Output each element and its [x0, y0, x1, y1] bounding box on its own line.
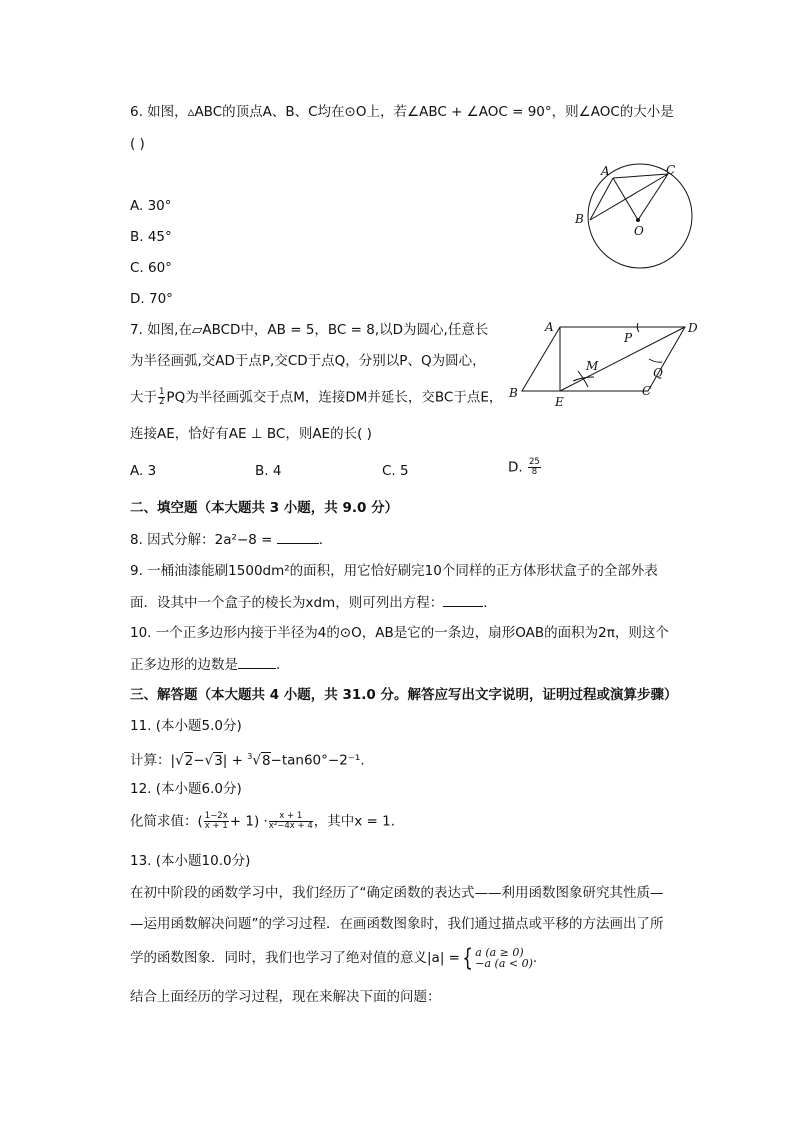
q13-p4: 结合上面经历的学习过程，现在来解决下面的问题： — [130, 989, 441, 1005]
label-q: Q — [653, 366, 663, 380]
q13-head: 13. (本小题10.0分) — [130, 853, 251, 869]
segment-ao — [613, 178, 638, 220]
q10-line2: 正多边形的边数是 . — [130, 657, 281, 673]
q12-fraction-2: $\frac{x + 1}{\text{x²−4x + 4}}$ — [268, 811, 313, 831]
q7-line1: 7. 如图,在▱ABCD中，AB = 5，BC = 8,以D为圆心,任意长 — [130, 322, 489, 338]
q11-head: 11. (本小题5.0分) — [130, 718, 242, 734]
q7-line3 — [130, 388, 502, 407]
label-a: A — [545, 320, 554, 334]
label-e: E — [555, 395, 564, 409]
q8-line: 8. 因式分解：2a²−8 = . — [130, 532, 324, 548]
q6-option-c: C. 60° — [130, 260, 172, 276]
q10-answer-blank[interactable] — [238, 655, 276, 669]
q7-line3-post: PQ为半径画弧交于点M，连接DM并延长，交BC于点E， — [166, 389, 503, 406]
q6-option-d: D. 70° — [130, 291, 173, 307]
section3-title: 三、解答题（本大题共 4 小题，共 31.0 分。解答应写出文字说明，证明过程或演算步骤） — [130, 687, 678, 703]
label-o: O — [634, 224, 644, 238]
q8-answer-blank[interactable] — [277, 530, 319, 544]
q10-line1: 10. 一个正多边形内接于半径为4的⊙O，AB是它的一条边，扇形OAB的面积为2π，则这个 — [130, 625, 669, 641]
q6-stem: 6. 如图，▵ABC的顶点A、B、C均在⊙O上，若∠ABC + ∠AOC = 90°，则∠AOC的大小是 — [130, 104, 674, 120]
label-p: P — [624, 331, 633, 345]
label-d: D — [688, 321, 698, 335]
half-fraction: $\frac{1}{2}$ — [159, 387, 165, 407]
q7-option-a: A. 3 — [130, 463, 157, 479]
arc-q — [649, 359, 662, 362]
q7-option-b: B. 4 — [255, 463, 282, 479]
segment-ac — [613, 174, 668, 178]
q6-paren: ( ) — [130, 136, 145, 152]
q12-expression: 化简求值：( $\frac{1-2x}{x + 1}$ + 1) · $\frac{x + 1}{\text{x²−4x + 4}}$ ，其中x = 1. — [130, 811, 395, 831]
q8-text: 8. 因式分解：2a²−8 = — [130, 532, 273, 548]
q13-p1: 在初中阶段的函数学习中，我们经历了“确定函数的表达式——利用函数图象研究其性质— — [130, 885, 664, 901]
q9-answer-blank[interactable] — [443, 593, 483, 607]
label-a: A — [601, 164, 610, 178]
section2-title: 二、填空题（本大题共 3 小题，共 9.0 分） — [130, 500, 399, 516]
q6-option-b: B. 45° — [130, 229, 172, 245]
q7-option-c: C. 5 — [382, 463, 409, 479]
label-c: C — [666, 163, 676, 177]
q13-p3: 学的函数图象．同时，我们也学习了绝对值的意义|a| ={ a (a ≥ 0) −a (a < 0) . — [130, 944, 538, 972]
q7-line2: 为半径画弧,交AD于点P,交CD于点Q，分别以P、Q为圆心， — [130, 353, 486, 369]
option-d-fraction: $\frac{25}{8}$ — [528, 457, 540, 477]
segment-co — [638, 174, 668, 220]
abs-value-cases: a (a ≥ 0) −a (a < 0) — [475, 946, 533, 970]
q7-parallelogram-figure — [500, 315, 705, 410]
q12-fraction-1: $\frac{1-2x}{x + 1}$ — [204, 811, 228, 831]
q7-line4: 连接AE，恰好有AE ⊥ BC，则AE的长( ) — [130, 426, 372, 442]
circle-o — [588, 164, 692, 268]
q12-head: 12. (本小题6.0分) — [130, 781, 242, 797]
label-c: C — [642, 384, 652, 398]
label-m: M — [586, 359, 599, 373]
label-b: B — [509, 386, 518, 400]
q9-line2: 面．设其中一个盒子的棱长为xdm，则可列出方程： . — [130, 595, 488, 611]
parallelogram-abcd — [522, 327, 685, 391]
center-point — [636, 218, 640, 222]
q9-line1: 9. 一桶油漆能刷1500dm²的面积，用它恰好刷完10个同样的正方体形状盒子的全部外表 — [130, 563, 658, 579]
q13-p2: —运用函数解决问题”的学习过程．在画函数图象时，我们通过描点或平移的方法画出了所 — [130, 916, 664, 932]
q6-option-a: A. 30° — [130, 198, 172, 214]
label-b: B — [575, 212, 584, 226]
q7-line3-pre: 大于 — [130, 389, 157, 406]
q7-option-d: D. $\frac{25}{8}$ — [508, 457, 540, 477]
q6-circle-figure — [570, 160, 700, 280]
q11-expression: 计算：|√2−√3| + $^3$√8−tan60°−2⁻¹. — [130, 752, 365, 769]
